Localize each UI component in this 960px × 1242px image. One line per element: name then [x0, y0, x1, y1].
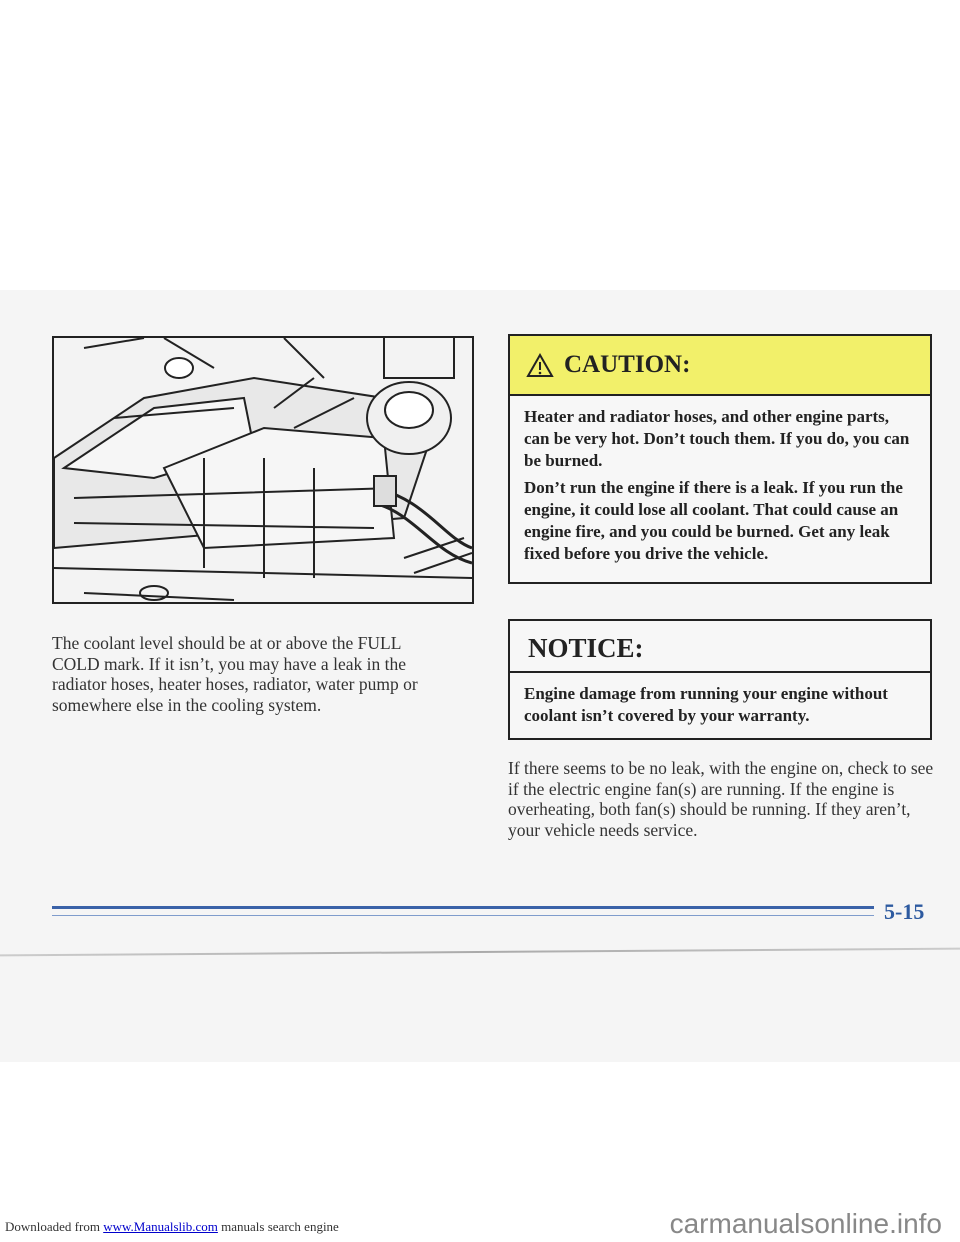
watermark: carmanualsonline.info: [669, 1208, 942, 1239]
footer-rule-thin: [52, 915, 874, 916]
caution-header: [510, 336, 930, 396]
caution-paragraph: Heater and radiator hoses, and other engine parts, can be very hot. Don’t touch them. If you do, you can be burned.: [524, 407, 910, 470]
caution-box: [508, 334, 932, 584]
notice-box: [508, 619, 932, 740]
page-number: 5-15: [884, 899, 925, 924]
download-footer: [5, 1219, 339, 1235]
footer-prefix: Downloaded from: [5, 1219, 104, 1234]
caution-title: CAUTION:: [564, 351, 691, 378]
manualslib-link[interactable]: www.Manualslib.com: [103, 1219, 218, 1234]
warning-triangle-icon: [526, 353, 554, 378]
fan-check-paragraph: If there seems to be no leak, with the engine on, check to see if the electric engine fan(s) are running. If the engine is overheating, both fan(s) should be running. If they aren’t, your vehicle needs service.: [508, 758, 934, 840]
footer-suffix: manuals search engine: [217, 1219, 339, 1234]
notice-body: Engine damage from running your engine without coolant isn’t covered by your warranty.: [524, 684, 888, 725]
footer-rule: [52, 906, 874, 909]
notice-title: NOTICE:: [510, 621, 930, 673]
coolant-reservoir-illustration: [52, 336, 474, 604]
coolant-level-paragraph: The coolant level should be at or above the FULL COLD mark. If it isn’t, you may have a leak in the radiator hoses, heater hoses, radiator, water pump or somewhere else in the cooling system.: [52, 633, 418, 715]
caution-paragraph: Don’t run the engine if there is a leak. If you run the engine, it could lose all coolant. That could cause an engine fire, and you could be burned. Get any leak fixed before you drive the vehicle.: [524, 478, 903, 563]
